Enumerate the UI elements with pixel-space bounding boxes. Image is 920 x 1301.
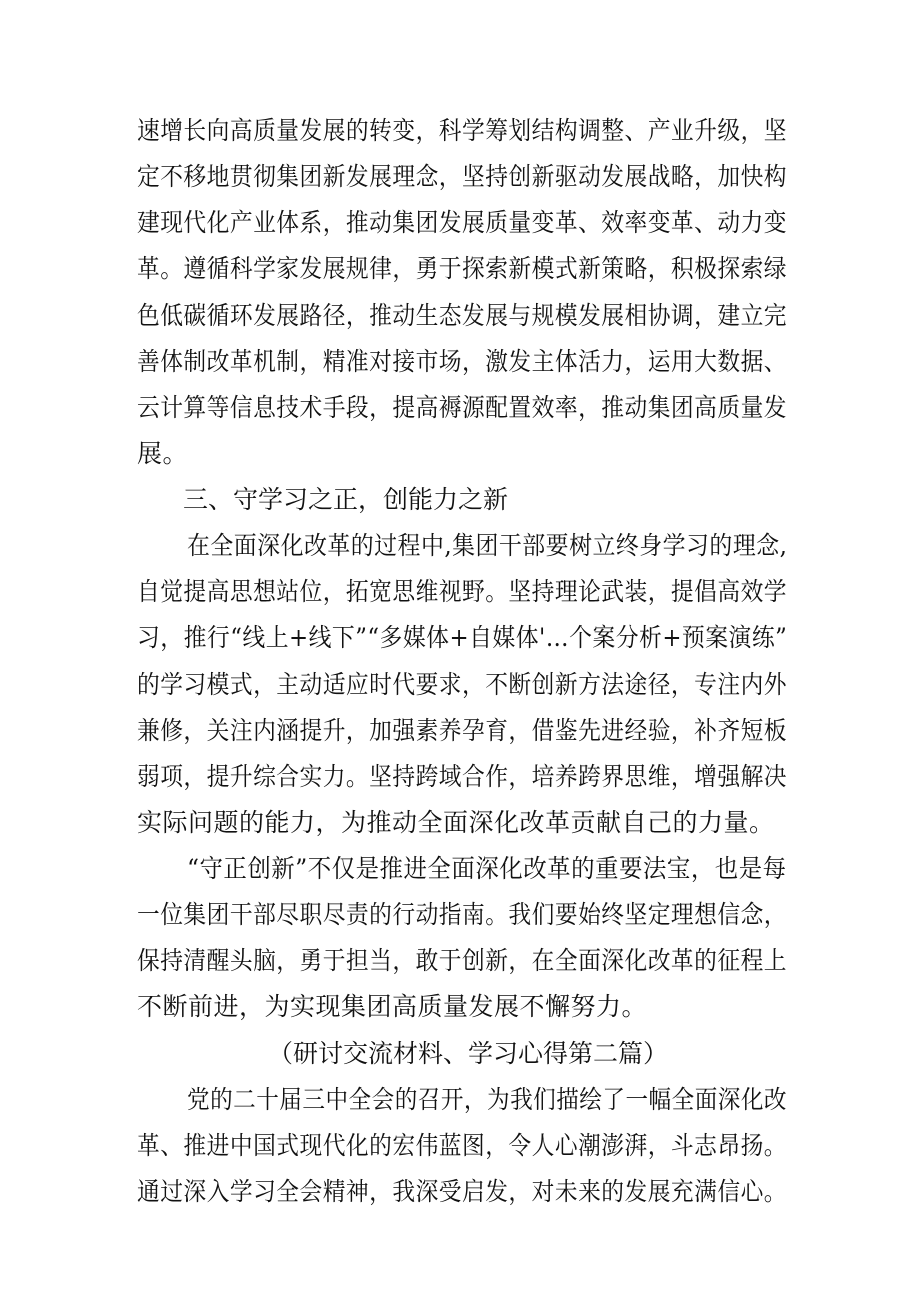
text-line: 的学习模式，主动适应时代要求，不断创新方法途径，专注内外 [137, 670, 788, 699]
text-line: “守正创新”不仅是推进全面深化改革的重要法宝，也是每 [187, 854, 787, 883]
text-line: 兼修，关注内涵提升，加强素养孕育，借鉴先进经验，补齐短板 [137, 716, 788, 745]
text-line: 自觉提高思想站位，拓宽思维视野。坚持理论武装，提倡高效学 [137, 577, 788, 606]
text-line: 善体制改革机制，精准对接市场，激发主体活力，运用大数据、 [137, 347, 788, 376]
text-line: 不断前进，为实现集团高质量发展不懈努力。 [137, 992, 648, 1021]
text-line: 色低碳循环发展路径，推动生态发展与规模发展相协调，建立完 [137, 301, 788, 330]
text-line: 革、推进中国式现代化的宏伟蓝图，令人心潮澎湃，斗志昂扬。 [137, 1131, 788, 1160]
text-line: 保持清醒头脑，勇于担当，敢于创新，在全面深化改革的征程上 [137, 946, 788, 975]
text-line: 弱项，提升综合实力。坚持跨域合作，培养跨界思维，增强解决 [137, 762, 788, 791]
text-line: 通过深入学习全会精神，我深受启发，对未来的发展充满信心。 [137, 1177, 788, 1206]
text-line: 在全面深化改革的过程中,集团干部要树立终身学习的理念, [187, 531, 788, 560]
text-line: 党的二十届三中全会的召开，为我们描绘了一幅全面深化改 [187, 1085, 788, 1114]
text-line: 习，推行“线上+线下”“多媒体+自媒体'…个案分析+预案演练” [137, 623, 788, 652]
text-line: 云计算等信息技术手段，提高褥源配置效率，推动集团高质量发 [137, 393, 788, 422]
text-line: 革。遵循科学家发展规律，勇于探索新模式新策略，积极探索绿 [137, 254, 788, 283]
text-line: 一位集团干部尽职尽责的行动指南。我们要始终坚定理想信念， [137, 900, 788, 929]
text-line: 展。 [137, 439, 189, 468]
text-line: 定不移地贯彻集团新发展理念，坚持创新驱动发展战略，加快构 [137, 162, 788, 191]
text-line: 速增长向高质量发展的转变，科学筹划结构调整、产业升级，坚 [137, 116, 788, 145]
text-line: 实际问题的能力，为推动全面深化改革贡献自己的力量。 [137, 808, 775, 837]
text-line: 建现代化产业体系，推动集团发展质量变革、效率变革、动力变 [137, 208, 788, 237]
part-heading: （研讨交流材料、学习心得第二篇） [268, 1039, 669, 1068]
section-heading: 三、守学习之正，创能力之新 [183, 485, 509, 514]
